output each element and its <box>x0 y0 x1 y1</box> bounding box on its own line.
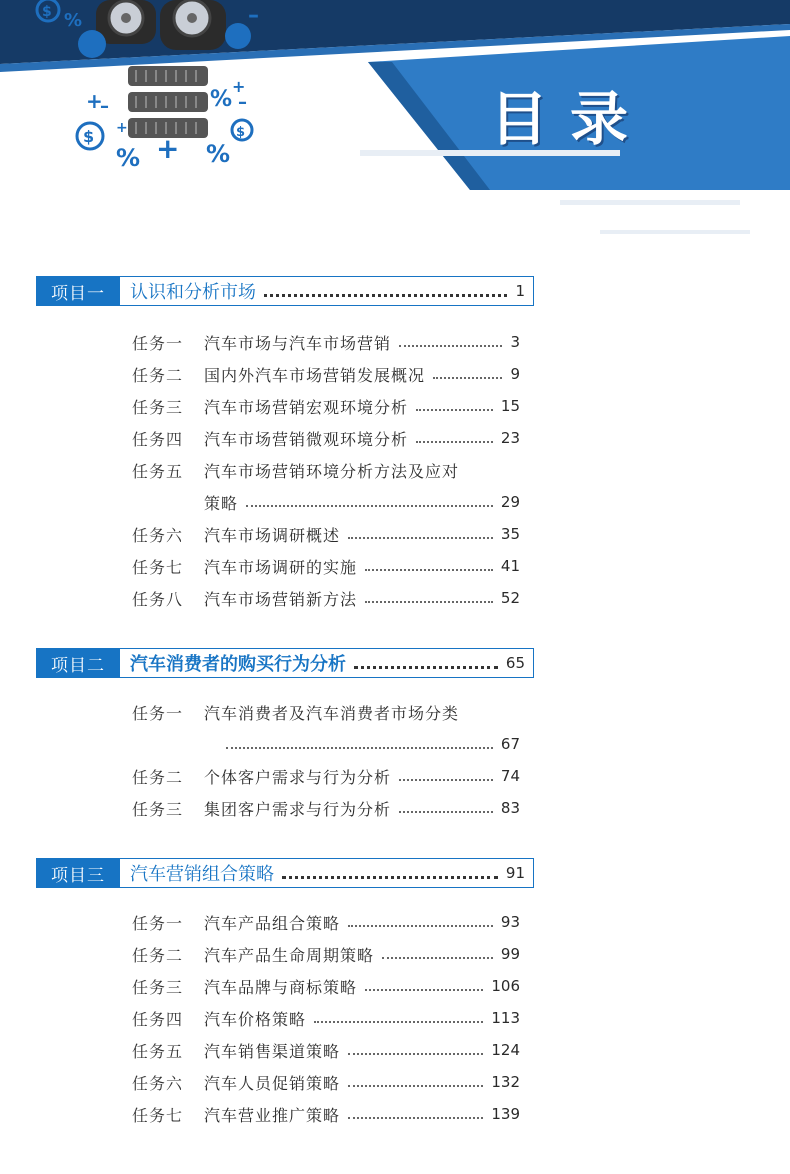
percent-icon: % <box>116 144 141 172</box>
dot-leader <box>348 537 493 539</box>
header-decoration <box>0 0 790 240</box>
toc-task-row[interactable] <box>132 1037 520 1063</box>
task-title: 汽车品牌与商标策略 <box>204 977 358 997</box>
project-title-box <box>120 858 534 888</box>
minus-icon: – <box>238 92 247 113</box>
project-title-box <box>120 276 534 306</box>
toc-task-row[interactable] <box>132 795 520 821</box>
project-title: 汽车营销组合策略 <box>130 864 274 885</box>
percent-icon: % <box>206 140 231 168</box>
page-number: 99 <box>500 945 520 963</box>
task-title: 集团客户需求与行为分析 <box>204 799 392 819</box>
page-number: 1 <box>515 282 525 300</box>
page-number: 67 <box>500 735 520 753</box>
header-banner <box>0 0 790 240</box>
task-number: 任务六 <box>132 1073 184 1093</box>
task-title: 汽车销售渠道策略 <box>204 1041 341 1061</box>
snowflake-icon <box>78 30 106 58</box>
toc-task-continuation[interactable] <box>218 731 520 757</box>
task-title-continued: 策略 <box>204 493 239 513</box>
tire-stack-icon <box>128 66 208 138</box>
toc-task-row[interactable] <box>132 393 520 419</box>
percent-icon: % <box>210 87 233 112</box>
project-heading[interactable] <box>36 276 534 306</box>
task-title: 汽车市场营销宏观环境分析 <box>204 397 409 417</box>
task-number: 任务八 <box>132 589 184 609</box>
tire-icon <box>160 0 226 50</box>
page-number: 91 <box>505 864 525 882</box>
task-title: 汽车市场调研概述 <box>204 525 341 545</box>
task-title: 个体客户需求与行为分析 <box>204 767 392 787</box>
page-number: 93 <box>500 913 520 931</box>
toc-task-row[interactable] <box>132 521 520 547</box>
project-label: 项目三 <box>36 858 120 888</box>
task-title: 汽车市场调研的实施 <box>204 557 358 577</box>
page-number: 113 <box>491 1009 520 1027</box>
task-number: 任务七 <box>132 557 184 577</box>
dot-leader <box>348 925 493 927</box>
page-number: 132 <box>491 1073 520 1091</box>
dot-leader <box>399 345 502 347</box>
task-title: 汽车人员促销策略 <box>204 1073 341 1093</box>
task-title: 国内外汽车市场营销发展概况 <box>204 365 426 385</box>
task-number: 任务四 <box>132 1009 184 1029</box>
dot-leader <box>416 409 493 411</box>
toc-task-row[interactable] <box>132 361 520 387</box>
page-title: 目录 <box>490 85 651 153</box>
page-number: 139 <box>491 1105 520 1123</box>
project-label: 项目二 <box>36 648 120 678</box>
task-number: 任务二 <box>132 945 184 965</box>
toc-task-row[interactable] <box>132 909 520 935</box>
page-number: 9 <box>510 365 520 383</box>
dot-leader <box>348 1053 483 1055</box>
page-number: 124 <box>491 1041 520 1059</box>
toc-task-row[interactable] <box>132 763 520 789</box>
plus-icon: + <box>232 77 246 96</box>
task-number: 任务一 <box>132 703 184 723</box>
toc-task-continuation[interactable] <box>204 489 520 515</box>
plus-icon: + <box>116 120 128 136</box>
toc-task-row[interactable] <box>132 941 520 967</box>
toc-task-row[interactable] <box>132 585 520 611</box>
dot-leader <box>399 811 493 813</box>
page-number: 15 <box>500 397 520 415</box>
dollar-icon: $ <box>83 127 95 146</box>
toc-task-row[interactable] <box>132 1069 520 1095</box>
task-number: 任务七 <box>132 1105 184 1125</box>
task-number: 任务五 <box>132 1041 184 1061</box>
dot-leader <box>416 441 493 443</box>
task-title: 汽车市场与汽车市场营销 <box>204 333 392 353</box>
page-number: 3 <box>510 333 520 351</box>
plus-icon: + <box>156 132 180 165</box>
toc-task-row[interactable] <box>132 553 520 579</box>
task-title: 汽车市场营销环境分析方法及应对 <box>204 461 460 481</box>
task-number: 任务三 <box>132 977 184 997</box>
page-number: 23 <box>500 429 520 447</box>
dot-leader <box>433 377 502 379</box>
task-title: 汽车市场营销微观环境分析 <box>204 429 409 449</box>
minus-icon: – <box>248 3 259 28</box>
dot-leader <box>365 601 493 603</box>
task-title: 汽车产品生命周期策略 <box>204 945 375 965</box>
percent-icon: % <box>64 10 83 31</box>
task-title: 汽车产品组合策略 <box>204 913 341 933</box>
dot-leader <box>365 569 493 571</box>
toc-task-row[interactable] <box>132 1005 520 1031</box>
task-number: 任务一 <box>132 333 184 353</box>
dollar-icon: $ <box>236 125 246 140</box>
dot-leader <box>226 747 493 749</box>
dot-leader <box>246 505 493 507</box>
task-number: 任务五 <box>132 461 184 481</box>
tire-icon <box>96 0 156 44</box>
dot-leader <box>264 294 507 297</box>
project-label: 项目一 <box>36 276 120 306</box>
dot-leader <box>348 1117 483 1119</box>
page-number: 83 <box>500 799 520 817</box>
toc-task-row[interactable] <box>132 457 520 483</box>
page-number: 35 <box>500 525 520 543</box>
task-number: 任务四 <box>132 429 184 449</box>
dollar-icon: $ <box>42 4 52 20</box>
page-number: 74 <box>500 767 520 785</box>
task-number: 任务一 <box>132 913 184 933</box>
task-title: 汽车价格策略 <box>204 1009 307 1029</box>
minus-icon: – <box>100 96 109 117</box>
task-number: 任务三 <box>132 799 184 819</box>
project-title: 汽车消费者的购买行为分析 <box>130 654 346 675</box>
toc-task-row[interactable] <box>132 425 520 451</box>
toc-task-row[interactable] <box>132 699 520 725</box>
toc-task-row[interactable] <box>132 1101 520 1127</box>
page-number: 106 <box>491 977 520 995</box>
dot-leader <box>314 1021 483 1023</box>
toc-task-row[interactable] <box>132 973 520 999</box>
page-number: 52 <box>500 589 520 607</box>
dot-leader <box>365 989 483 991</box>
plus-icon: + <box>86 89 103 113</box>
dot-leader <box>282 876 498 879</box>
page-number: 41 <box>500 557 520 575</box>
task-number: 任务六 <box>132 525 184 545</box>
page-number: 29 <box>500 493 520 511</box>
page-number: 65 <box>505 654 525 672</box>
dot-leader <box>382 957 493 959</box>
task-number: 任务二 <box>132 767 184 787</box>
toc-task-row[interactable] <box>132 329 520 355</box>
project-heading[interactable] <box>36 858 534 888</box>
task-number: 任务二 <box>132 365 184 385</box>
task-title: 汽车市场营销新方法 <box>204 589 358 609</box>
task-title: 汽车营业推广策略 <box>204 1105 341 1125</box>
project-title-box <box>120 648 534 678</box>
project-heading[interactable] <box>36 648 534 678</box>
dot-leader <box>354 666 498 669</box>
dot-leader <box>399 779 493 781</box>
dot-leader <box>348 1085 483 1087</box>
project-title: 认识和分析市场 <box>130 282 256 303</box>
task-number: 任务三 <box>132 397 184 417</box>
task-title: 汽车消费者及汽车消费者市场分类 <box>204 703 460 723</box>
